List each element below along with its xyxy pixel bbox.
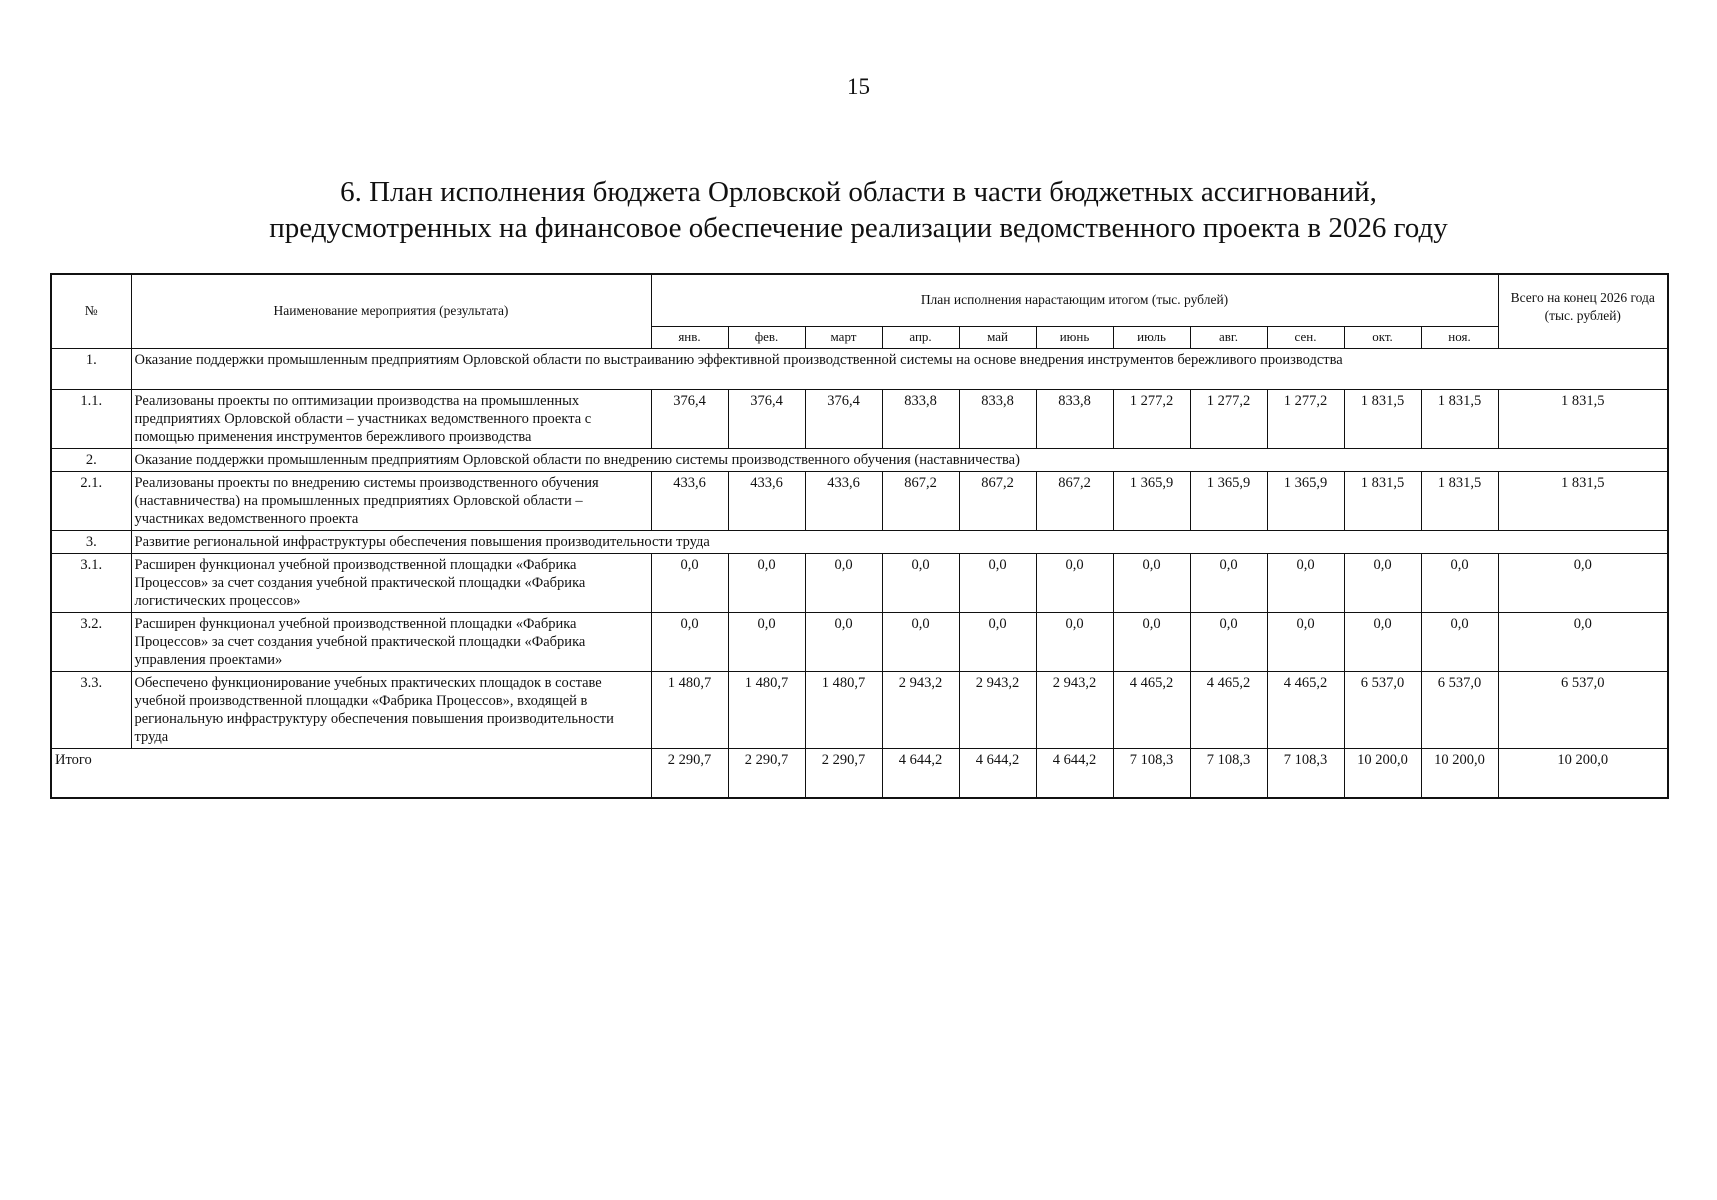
total-row [51, 748, 1668, 798]
month-value: 2 943,2 [882, 671, 959, 748]
month-value: 867,2 [882, 471, 959, 530]
row-total: 6 537,0 [1498, 671, 1668, 748]
month-value: 0,0 [1267, 553, 1344, 612]
month-value: 0,0 [1421, 553, 1498, 612]
month-value: 4 465,2 [1113, 671, 1190, 748]
month-value: 833,8 [882, 389, 959, 448]
month-value: 0,0 [1344, 612, 1421, 671]
budget-plan-table [50, 273, 1669, 799]
month-value: 0,0 [805, 553, 882, 612]
month-value: 1 480,7 [805, 671, 882, 748]
section-row [51, 348, 1668, 389]
month-value: 0,0 [651, 553, 728, 612]
header-month: фев. [728, 326, 805, 348]
month-value: 0,0 [1267, 612, 1344, 671]
month-value: 1 365,9 [1267, 471, 1344, 530]
month-value: 1 480,7 [651, 671, 728, 748]
total-month-value: 2 290,7 [728, 748, 805, 798]
header-month: март [805, 326, 882, 348]
month-value: 0,0 [1421, 612, 1498, 671]
month-value: 0,0 [1113, 612, 1190, 671]
month-value: 1 365,9 [1190, 471, 1267, 530]
page-number: 15 [847, 74, 870, 99]
row-number: 3.1. [51, 553, 131, 612]
header-month: апр. [882, 326, 959, 348]
total-month-value: 7 108,3 [1267, 748, 1344, 798]
row-number: 1. [51, 348, 131, 389]
row-total: 0,0 [1498, 553, 1668, 612]
header-name: Наименование мероприятия (результата) [131, 274, 651, 348]
total-month-value: 7 108,3 [1190, 748, 1267, 798]
month-value: 0,0 [1190, 612, 1267, 671]
table-row [51, 389, 1668, 448]
header-month: май [959, 326, 1036, 348]
item-name: Реализованы проекты по оптимизации производства на промышленных предприятиях Орловской области – участниках ведомственного проекта с помощью применения инструментов бережливого производства [131, 389, 651, 448]
item-name: Реализованы проекты по внедрению системы производственного обучения (наставничества) на промышленных предприятиях Орловской области – участниках ведомственного проекта [131, 471, 651, 530]
total-month-value: 7 108,3 [1113, 748, 1190, 798]
month-value: 0,0 [1113, 553, 1190, 612]
month-value: 0,0 [1036, 612, 1113, 671]
section-row [51, 448, 1668, 471]
item-name: Расширен функционал учебной производственной площадки «Фабрика Процессов» за счет создания учебной практической площадки «Фабрика управления проектами» [131, 612, 651, 671]
document-title [0, 174, 1717, 246]
row-total: 1 831,5 [1498, 471, 1668, 530]
row-number: 2. [51, 448, 131, 471]
row-number: 3. [51, 530, 131, 553]
row-total: 1 831,5 [1498, 389, 1668, 448]
month-value: 0,0 [805, 612, 882, 671]
item-name: Расширен функционал учебной производственной площадки «Фабрика Процессов» за счет создания учебной практической площадки «Фабрика логистических процессов» [131, 553, 651, 612]
header-month: авг. [1190, 326, 1267, 348]
month-value: 376,4 [651, 389, 728, 448]
month-value: 833,8 [1036, 389, 1113, 448]
header-month: сен. [1267, 326, 1344, 348]
month-value: 2 943,2 [1036, 671, 1113, 748]
month-value: 1 831,5 [1421, 389, 1498, 448]
month-value: 376,4 [728, 389, 805, 448]
row-number: 3.2. [51, 612, 131, 671]
item-name: Обеспечено функционирование учебных практических площадок в составе учебной производственной площадки «Фабрика Процессов», входящей в региональную инфраструктуру обеспечения повышения производительности труда [131, 671, 651, 748]
month-value: 867,2 [959, 471, 1036, 530]
header-month: окт. [1344, 326, 1421, 348]
table-row [51, 553, 1668, 612]
month-value: 376,4 [805, 389, 882, 448]
month-value: 0,0 [882, 553, 959, 612]
title-line-2: предусмотренных на финансовое обеспечение реализации ведомственного проекта в 2026 году [269, 212, 1448, 244]
table-row [51, 612, 1668, 671]
header-total: Всего на конец 2026 года (тыс. рублей) [1498, 274, 1668, 348]
row-number: 2.1. [51, 471, 131, 530]
month-value: 0,0 [1344, 553, 1421, 612]
month-value: 433,6 [805, 471, 882, 530]
month-value: 0,0 [959, 553, 1036, 612]
month-value: 1 831,5 [1344, 389, 1421, 448]
total-month-value: 4 644,2 [882, 748, 959, 798]
month-value: 4 465,2 [1190, 671, 1267, 748]
total-month-value: 4 644,2 [959, 748, 1036, 798]
total-month-value: 2 290,7 [805, 748, 882, 798]
header-month: ноя. [1421, 326, 1498, 348]
month-value: 1 365,9 [1113, 471, 1190, 530]
title-line-1: 6. План исполнения бюджета Орловской области в части бюджетных ассигнований, [340, 176, 1377, 208]
month-value: 0,0 [651, 612, 728, 671]
total-month-value: 2 290,7 [651, 748, 728, 798]
month-value: 433,6 [728, 471, 805, 530]
month-value: 1 831,5 [1344, 471, 1421, 530]
month-value: 0,0 [882, 612, 959, 671]
month-value: 0,0 [1036, 553, 1113, 612]
month-value: 2 943,2 [959, 671, 1036, 748]
section-name: Оказание поддержки промышленным предприятиям Орловской области по выстраиванию эффективной производственной системы на основе внедрения инструментов бережливого производства [131, 348, 1668, 389]
header-number: № [51, 274, 131, 348]
table-row [51, 671, 1668, 748]
month-value: 0,0 [728, 553, 805, 612]
row-number: 3.3. [51, 671, 131, 748]
section-name: Развитие региональной инфраструктуры обеспечения повышения производительности труда [131, 530, 1668, 553]
month-value: 0,0 [959, 612, 1036, 671]
header-plan: План исполнения нарастающим итогом (тыс. рублей) [651, 274, 1498, 326]
section-name: Оказание поддержки промышленным предприятиям Орловской области по внедрению системы производственного обучения (наставничества) [131, 448, 1668, 471]
month-value: 6 537,0 [1344, 671, 1421, 748]
month-value: 1 831,5 [1421, 471, 1498, 530]
month-value: 0,0 [1190, 553, 1267, 612]
total-label: Итого [51, 748, 651, 798]
month-value: 6 537,0 [1421, 671, 1498, 748]
month-value: 833,8 [959, 389, 1036, 448]
table-row [51, 471, 1668, 530]
month-value: 1 277,2 [1267, 389, 1344, 448]
month-value: 1 277,2 [1113, 389, 1190, 448]
row-total: 0,0 [1498, 612, 1668, 671]
section-row [51, 530, 1668, 553]
month-value: 1 480,7 [728, 671, 805, 748]
month-value: 433,6 [651, 471, 728, 530]
month-value: 1 277,2 [1190, 389, 1267, 448]
row-number: 1.1. [51, 389, 131, 448]
grand-total: 10 200,0 [1498, 748, 1668, 798]
header-month: июнь [1036, 326, 1113, 348]
month-value: 4 465,2 [1267, 671, 1344, 748]
header-month: янв. [651, 326, 728, 348]
total-month-value: 4 644,2 [1036, 748, 1113, 798]
total-month-value: 10 200,0 [1421, 748, 1498, 798]
month-value: 0,0 [728, 612, 805, 671]
total-month-value: 10 200,0 [1344, 748, 1421, 798]
header-month: июль [1113, 326, 1190, 348]
month-value: 867,2 [1036, 471, 1113, 530]
